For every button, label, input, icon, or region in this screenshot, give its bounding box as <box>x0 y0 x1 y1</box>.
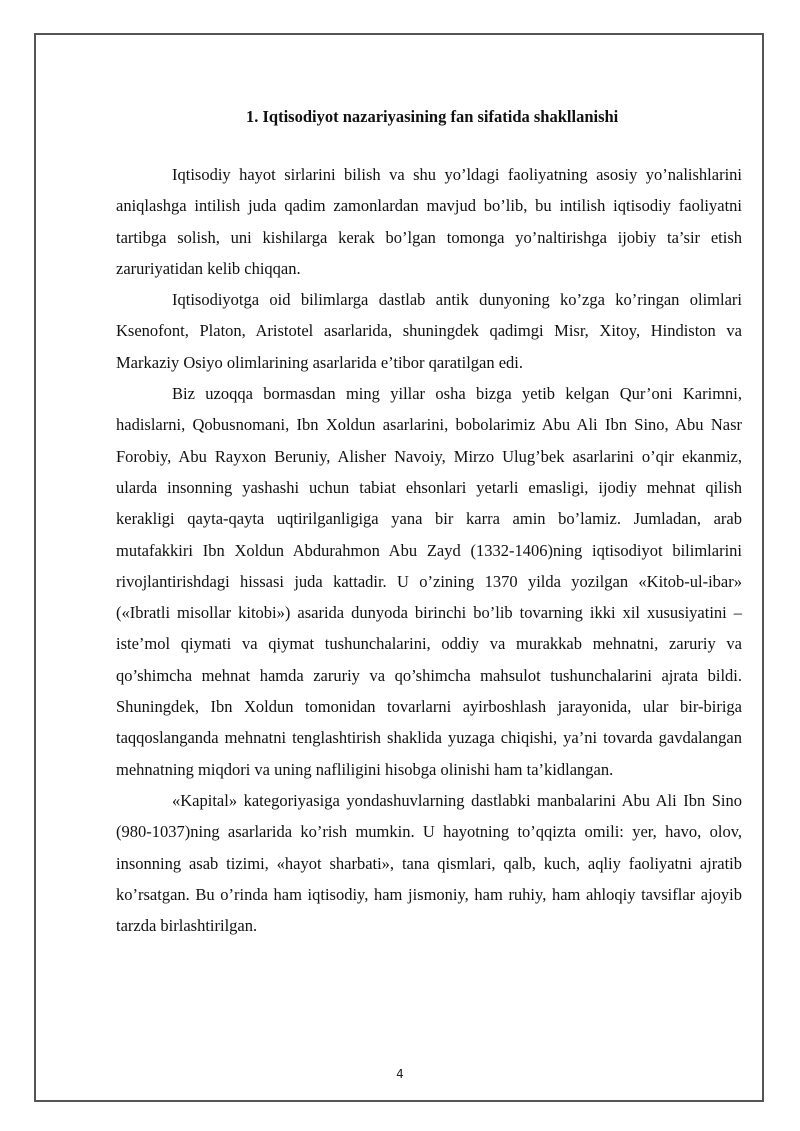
page-content <box>116 105 742 941</box>
paragraph: Iqtisodiyotga oid bilimlarga dastlab antik dunyoning ko’zga ko’ringan olimlari Ksenofont, Platon, Aristotel asarlarida, shuningdek qadimgi Misr, Xitoy, Hindiston va Markaziy Osiyo olimlarining asarlarida e’tibor qaratilgan edi. <box>116 290 742 372</box>
paragraph: Biz uzoqqa bormasdan ming yillar osha bizga yetib kelgan Qur’oni Karimni, hadislarni, Qobusnomani, Ibn Xoldun asarlarini, bobolarimiz Abu Ali Ibn Sino, Abu Nasr Forobiy, Abu Rayxon Beruniy, Alisher Navoiy, Mirzo Ulug’bek asarlarini o’qir ekanmiz, ularda insonning yashashi uchun tabiat ehsonlari yetarli emasligi, ijodiy mehnat qilish kerakligi qayta-qayta uqtirilganligiga yana bir karra amin bo’lamiz. Jumladan, arab mutafakkiri Ibn Xoldun Abdurahmon Abu Zayd (1332-1406)ning iqtisodiyot bilimlarini rivojlantirishdagi hissasi juda kattadir. U o’zining 1370 yilda yozilgan «Kitob-ul-ibar» («Ibratli misollar kitobi») asarida dunyoda birinchi bo’lib tovarning ikki xil xususiyatini – iste’mol qiymati va qiymat tushunchalarini, oddiy va murakkab mehnatni, zaruriy va qo’shimcha mehnat hamda zaruriy va qo’shimcha mahsulot tushunchalarini ajrata bildi. Shuningdek, Ibn Xoldun tomonidan tovarlarni ayirboshlash jarayonida, ular bir-biriga taqqoslanganda mehnatni tenglashtirish shaklida yuzaga chiqishi, ya’ni tovarda gavdalangan mehnatning miqdori va uning nafliligini hisobga olinishi ham ta’kidlangan. <box>116 384 742 779</box>
paragraph: «Kapital» kategoriyasiga yondashuvlarning dastlabki manbalarini Abu Ali Ibn Sino (980-1037)ning asarlarida ko’rish mumkin. U hayotning to’qqizta omili: yer, havo, olov, insonning asab tizimi, «hayot sharbati», tana qismlari, qalb, kuch, aqliy faoliyatni ajratib ko’rsatgan. Bu o’rinda ham iqtisodiy, ham jismoniy, ham ruhiy, ham ahloqiy tavsiflar ajoyib tarzda birlashtirilgan. <box>116 790 742 936</box>
paragraph: Iqtisodiy hayot sirlarini bilish va shu yo’ldagi faoliyatning asosiy yo’nalishlarini aniqlashga intilish juda qadim zamonlardan mavjud bo’lib, bu intilish iqtisodiy faoliyatni tartibga solish, uni kishilarga kerak bo’lgan tomonga yo’naltirishga ijobiy ta’sir etish zaruriyatidan kelib chiqqan. <box>116 165 742 278</box>
page-number: 4 <box>396 1067 404 1081</box>
section-heading: 1. Iqtisodiyot nazariyasining fan sifatida shakllanishi <box>246 107 619 126</box>
